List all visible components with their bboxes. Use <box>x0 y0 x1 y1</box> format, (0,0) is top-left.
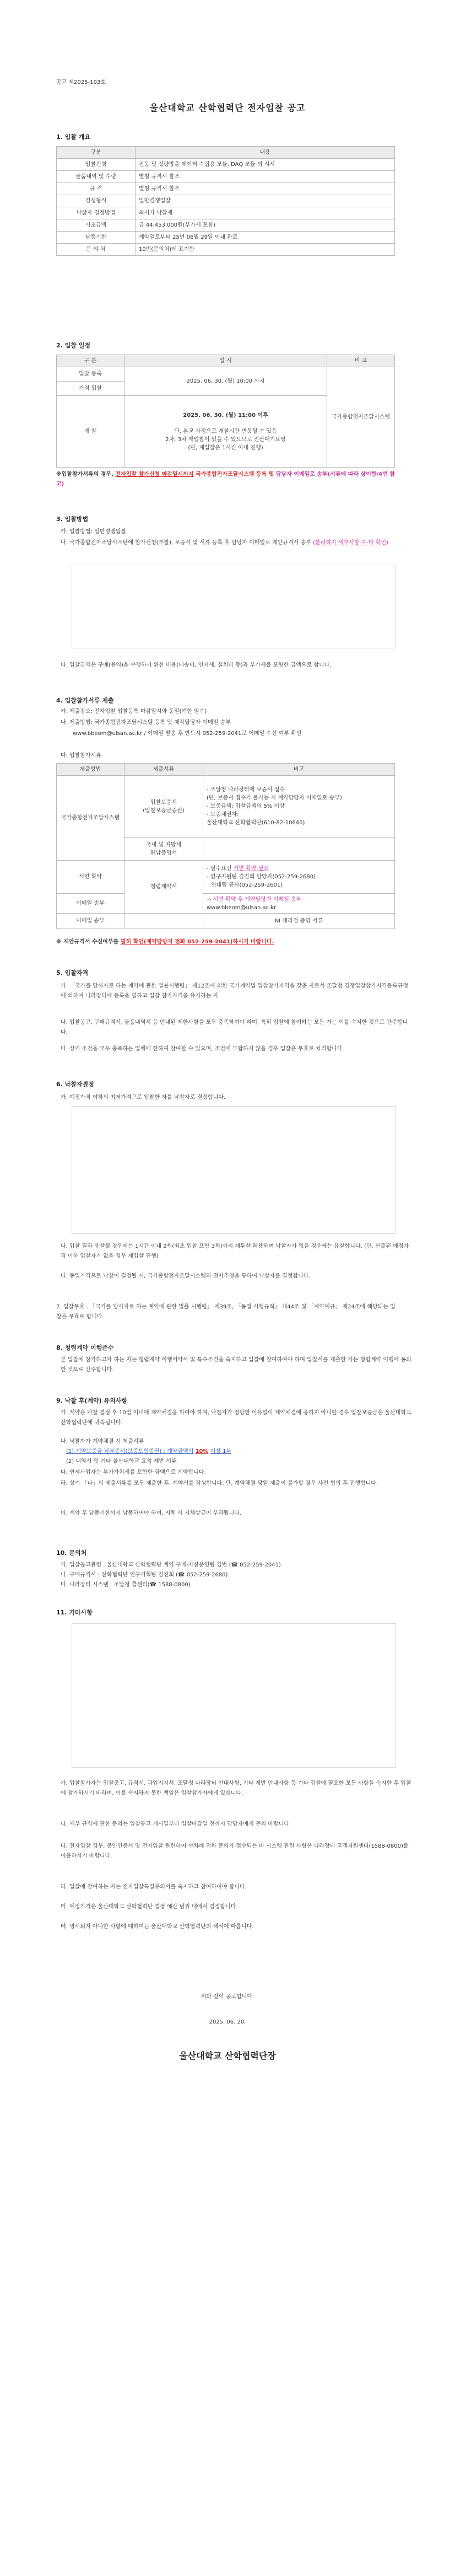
qualification-a: 가. 「국가를 당사자로 하는 계약에 관한 법률시행령」 제12조에 의한 국가계약법 입찰참가자격을 갖춘 자로서 조달청 경쟁입찰참가자격등록규정에 의하여 나라장터에 등록을 필하고 입찰 참가자격을 유지하는 자 <box>61 983 409 999</box>
signature: 울산대학교 산학협력단장 <box>179 2051 276 2061</box>
overview-value: 별첨 규격서 참조 <box>136 171 395 183</box>
section-award-heading: 6. 낙찰자결정 <box>56 1081 94 1088</box>
docs-r2-doc-sub: 완납증명서 <box>150 850 177 856</box>
docs-r1-note-b: (단, 보증서 접수가 불가능 시 계약담당자 이메일로 송부) <box>207 795 342 801</box>
docs-r1-doc: 입찰보증서 <box>150 799 177 806</box>
schedule-footnote-d: 담당자 이메일로 송부(서류에 따라 상이함/4번 참고) <box>56 471 395 487</box>
docs-r3-note-c: - 연구지원팀 김진희 담당자(052-259-2680) <box>207 874 316 880</box>
misc-a: 가. 입찰참가자는 입찰공고, 규격서, 과업지시서, 조달청 나라장터 안내사항, 기타 제반 안내사항 등 기타 입찰에 필요한 모든 사항을 숙지한 후 입찰에 참가하시기 바라며, 이를 숙지하지 못한 책임은 입찰참가자에게 있습니다. <box>61 1780 411 1796</box>
section-integrity-heading: 8. 청렴계약 이행준수 <box>56 1344 114 1351</box>
contract-c: 다. 연세사업자는 부가가치세를 포함한 금액으로 계약합니다. <box>61 1469 206 1475</box>
docs-r3-method: 서면 확약 <box>57 861 124 894</box>
overview-value: 별첨 규격서 참조 <box>136 183 395 195</box>
docs-col-doc: 제출서류 <box>124 764 203 776</box>
schedule-reg-date: 2025. 06. 30. (월) 10:00 까지 <box>124 367 327 396</box>
misc-e: 마. 예정가격은 울산대학교 산학협력단 결정 예산 범위 내에서 결정합니다. <box>61 1904 238 1910</box>
method-a: 가. 입찰방법: 일반경쟁입찰 <box>61 529 127 535</box>
docs-col-note: 비고 <box>203 764 395 776</box>
docs-r4-email: www.bbeom@ulsan.ac.kr <box>207 904 277 911</box>
schedule-open-note-3: (단, 재입찰은 1시간 이내 진행) <box>188 444 263 451</box>
misc-blank-area <box>72 1623 396 1768</box>
schedule-col-date: 일 시 <box>124 355 327 367</box>
contract-d: 라. 상기 「나」의 제출서류를 모두 제출한 후, 계약서를 작성합니다. 단, 계약체결 당일 제출이 불가할 경우 사전 협의 후 진행합니다. <box>61 1480 378 1486</box>
misc-d: 라. 입찰에 참여하는 자는 전자입찰특별유의서를 숙지하고 참여하여야 합니다. <box>61 1884 247 1890</box>
closing-text: 위와 같이 공고합니다. <box>201 1994 254 2000</box>
schedule-open-date: 2025. 06. 30. (월) 11:00 이후 <box>183 412 268 418</box>
overview-value: 일반경쟁입찰 <box>136 195 395 207</box>
method-b-text: 나. 국가종합전자조달시스템에 참가신청(투찰), 보증서 및 서류 등록 후 담당자 이메일로 제안규격서 송부 <box>61 540 311 546</box>
award-b: 나. 입찰 결과 유찰될 경우에는 1시간 이내 2회(최초 입찰 포함 3회)까지 재투찰 허용하며 낙찰자가 없을 경우에는 유찰합니다. (단, 산출된 예정가격 이하 입찰자가 없을 경우 재입찰 진행) <box>61 1243 409 1259</box>
contact-c: 다. 나라장터 시스템 : 조달청 콜센터(☎ 1588-0800) <box>61 1582 191 1588</box>
docs-r1-note-d: - 보증채권자: <box>207 812 239 818</box>
section-docs-heading: 4. 입찰참가서류 제출 <box>56 697 114 704</box>
docs-r5-method: 이메일 송부 <box>57 914 124 929</box>
contract-b1-tail: 이상 1부 <box>210 1448 232 1455</box>
contact-a: 가. 입찰공고관련 : 울산대학교 산학협력단 계약·구매·자산운영팀 김범 (☎ 052-259-2041) <box>61 1562 281 1568</box>
overview-key: 낙찰자 결정방법 <box>57 207 136 219</box>
docs-warning-b: 필히 확인(계약담당자 전화 052-259-2041)하시기 바랍니다. <box>120 939 274 945</box>
overview-table <box>56 146 395 256</box>
method-blank-area <box>72 565 396 648</box>
contact-b: 나. 구매규격서 : 산학협력단 연구기획팀 김진희 (☎ 052-259-2680) <box>61 1572 228 1578</box>
section-contact-heading: 10. 문의처 <box>56 1549 87 1557</box>
docs-r1-doc-sub: (입찰보증금증권) <box>143 807 185 814</box>
overview-value: 10번(문의처)에 표기함 <box>136 244 395 256</box>
section-overview-heading: 1. 입찰 개요 <box>56 133 90 141</box>
docs-r4-method: 이메일 송부 <box>57 894 124 914</box>
overview-value: 금 44,453,000원(부가세 포함) <box>136 219 395 232</box>
overview-key: 규 격 <box>57 183 136 195</box>
docs-table <box>56 763 395 929</box>
overview-col-content: 내용 <box>136 147 395 159</box>
section-qualification-heading: 5. 입찰자격 <box>56 969 89 976</box>
method-b <box>61 538 413 548</box>
qualification-c: 다. 상기 조건을 모두 충족하는 업체에 한하여 참여할 수 있으며, 조건에 부합하지 않을 경우 입찰은 무효로 처리합니다. <box>61 1046 344 1052</box>
docs-b: 나. 제출방법: 국가종합전자조달시스템 등록 및 제작담당자 이메일 송부 <box>61 720 231 726</box>
notice-number: 공고 제2025-103호 <box>56 79 106 85</box>
schedule-reg-label: 입찰 등록 <box>57 367 124 382</box>
notice-date: 2025. 06. 20. <box>209 2019 246 2025</box>
schedule-open-label: 개 찰 <box>57 396 124 468</box>
qualification-b: 나. 입찰공고, 구매규격서, 물품내역서 등 안내된 제한사항을 모두 충족하여야 하며, 특히 입찰에 참여하는 모든 자는 이를 숙지한 것으로 간주합니다. <box>61 1019 408 1035</box>
integrity-text: 본 입찰에 참가하고자 하는 자는 청렴계약 이행서약서 및 특수조건을 숙지하고 입찰에 참여하여야 하며 입찰서를 제출한 자는 청렴계약 이행에 동의한 것으로 간주합니다. <box>61 1357 411 1373</box>
schedule-footnote-b: 전자입찰 참가신청 마감일시까지 <box>115 471 194 477</box>
schedule-footnote-c: 국가종합전자조달시스템 등록 및 <box>196 471 274 477</box>
docs-col-method: 제출방법 <box>57 764 124 776</box>
award-c: 다. 동일가격으로 낙찰이 결정될 시, 국가종합전자조달시스템의 전자추첨을 통하여 낙찰자를 결정합니다. <box>61 1273 311 1279</box>
docs-r4-note-a: → 서면 확약 후 계약담당자 이메일 송부 <box>207 896 302 903</box>
section-schedule-heading: 2. 입찰 일정 <box>56 342 90 349</box>
misc-c: 다. 전자입찰 경우, 공인인증서 및 전자입찰 관련하여 수차례 전화 문의가 접수되는 바 시스템 관련 사항은 나라장터 고객지원센터(1588-0800)를 이용하시기 바랍니다. <box>61 1843 409 1859</box>
schedule-col-note: 비 고 <box>327 355 395 367</box>
docs-r1-method: 국가종합전자조달시스템 <box>57 776 124 861</box>
docs-r1-note-e: 울산대학교 산학협력단(610-82-10640) <box>207 820 305 826</box>
schedule-price-label: 가격 입찰 <box>57 382 124 396</box>
schedule-open-note-1: 단, 본교 사정으로 개찰시간 변동될 수 있음 <box>174 428 277 434</box>
overview-key: 납품기한 <box>57 232 136 244</box>
contract-b1-percent: 10% <box>195 1448 209 1455</box>
schedule-note: 국가종합전자조달시스템 <box>327 367 395 468</box>
docs-r1-note-a: - 조달청 나라장터에 보증서 접수 <box>207 787 285 793</box>
award-blank-area <box>72 1106 396 1234</box>
overview-key: 문 의 처 <box>57 244 136 256</box>
docs-r3-note-a: - 필수요건 <box>207 866 232 872</box>
contract-b1-text: (1) 계약보증금 납부증서(보증보험증권) : 계약금액의 <box>66 1448 194 1455</box>
overview-key: 입찰건명 <box>57 159 136 171</box>
page-title: 울산대학교 산학협력단 전자입찰 공고 <box>149 103 306 113</box>
docs-r2-doc: 국세 및 지방세 <box>145 841 182 848</box>
contract-a: 가. 계약은 낙찰 결정 후 10일 이내에 계약체결을 하여야 하며, 낙찰자가 정당한 이유없이 계약체결에 응하지 아니할 경우 입찰보증금은 울산대학교 산학협력단에 귀속됩니다. <box>61 1410 411 1426</box>
overview-key: 기초금액 <box>57 219 136 232</box>
docs-r3-note-b: 서면 확약 필요 <box>233 866 269 872</box>
award-a: 가. 예정가격 이하의 최저가격으로 입찰한 자를 낙찰자로 결정합니다. <box>61 1094 226 1101</box>
schedule-table <box>56 355 395 468</box>
overview-key: 경쟁형식 <box>57 195 136 207</box>
schedule-open-note-2: 2차, 3차 재입찰이 있을 수 있으므로 전산대기요망 <box>165 436 286 443</box>
section-method-heading: 3. 입찰방법 <box>56 516 89 523</box>
contract-b2: (2) 내역서 및 기타 울산대학교 요청 제반 서류 <box>66 1458 177 1464</box>
contract-e: 마. 계약 후 납품기한까지 납품하여야 하며, 지체 시 지체상금이 부과됩니다. <box>61 1510 241 1516</box>
overview-value: 진동 및 정량방출 데이터 수집용 모듈, DAQ 모듈 외 시시 <box>136 159 395 171</box>
method-b-link: (분리하지 세부사항 수-다 확인) <box>313 540 388 546</box>
schedule-col-item: 구 분 <box>57 355 124 367</box>
contract-b: 나. 낙찰자가 계약체결 시 제출서류 <box>61 1439 144 1445</box>
overview-key: 물품내역 및 수량 <box>57 171 136 183</box>
docs-r1-note-c: - 보증금액: 입찰금액의 5% 이상 <box>207 803 285 809</box>
overview-col-item: 구분 <box>57 147 136 159</box>
section-invalid: 7. 입찰무효 : 「국가를 당사자로 하는 계약에 관한 법률 시행령」 제39조, 「동법 시행규칙」 제44조 및 「계약예규」 제24조에 해당되는 입찰은 무효로 합니다. <box>56 1304 396 1320</box>
schedule-footnote <box>56 470 398 490</box>
misc-b: 나. 세부 규격에 관한 문의는 입찰공고 게시일부터 입찰마감일 전까지 담당자에게 문의 바랍니다. <box>61 1821 291 1827</box>
section-misc-heading: 11. 기타사항 <box>56 1609 93 1616</box>
docs-b-email: www.bbeom@ulsan.ac.kr / 이메일 발송 후 반드시 052-259-2041로 이메일 수신 여부 확인 <box>73 731 302 737</box>
method-c: 다. 입찰금액은 구매(용역)을 수행하기 위한 비용(배송비, 인지세, 설치비 등)과 부가세를 포함한 금액으로 합니다. <box>61 662 332 668</box>
docs-r5-note: NI 대리점 증명 서류 <box>203 914 395 929</box>
docs-r3-note-d: 연대팀 공사(052-259-2601) <box>211 882 283 888</box>
docs-warning <box>56 937 398 947</box>
overview-value: 최저가 낙찰제 <box>136 207 395 219</box>
docs-a: 가. 제출장소: 전자입찰 입찰등록 마감일시와 동일(기한 엄수) <box>61 709 207 715</box>
docs-r3-doc: 청렴계약서 <box>124 861 203 914</box>
misc-f: 바. 명시되지 아니한 사항에 대하여는 울산대학교 산학협력단의 해석에 따릅니다. <box>61 1924 254 1930</box>
docs-warning-a: ※ 제안규격서 수신여부를 <box>56 939 119 945</box>
section-contract-heading: 9. 낙찰 후(계약) 유의사항 <box>56 1397 128 1404</box>
overview-value: 계약일로부터 25년 06월 29일 이내 완료 <box>136 232 395 244</box>
schedule-footnote-a: ※입찰참가서류의 경우, <box>56 471 113 477</box>
contract-b1 <box>66 1447 408 1457</box>
docs-c: 다. 입찰참가서류 <box>61 753 101 759</box>
